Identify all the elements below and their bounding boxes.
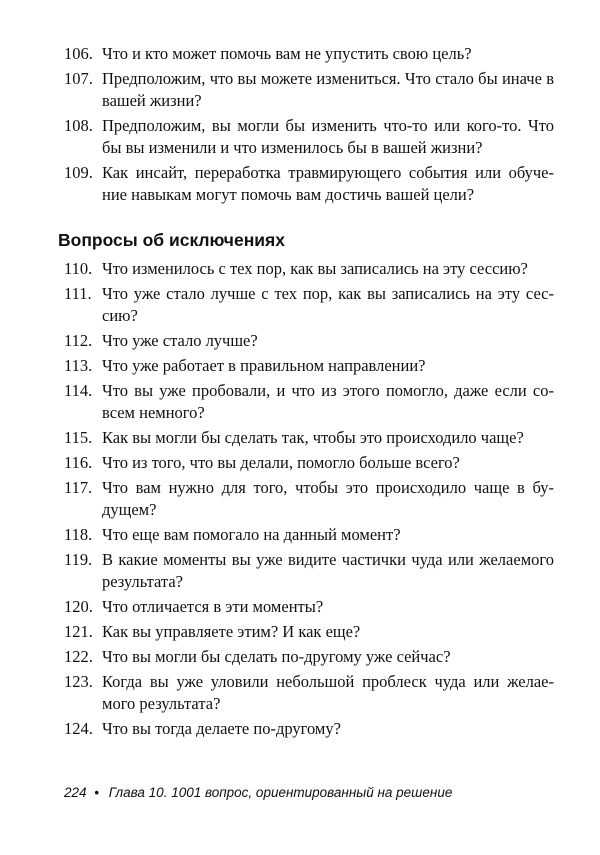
question-text: Как инсайт, переработка травмирующего события или обуче-ние навыкам могут помочь вам достичь вашей цели?	[102, 163, 554, 204]
question-item	[64, 646, 554, 668]
question-number: 111.	[64, 284, 92, 303]
question-number: 106.	[64, 44, 93, 63]
question-number: 121.	[64, 622, 93, 641]
question-text: Что изменилось с тех пор, как вы записались на эту сессию?	[102, 259, 528, 278]
question-item	[64, 549, 554, 593]
question-item	[64, 43, 554, 65]
question-text: Что вы уже пробовали, и что из этого помогло, даже если со-всем немного?	[102, 381, 554, 422]
question-item	[64, 524, 554, 546]
question-number: 107.	[64, 69, 93, 88]
question-item	[64, 330, 554, 352]
question-item	[64, 68, 554, 112]
question-number: 116.	[64, 453, 93, 472]
question-text: Предположим, что вы можете измениться. Что стало бы иначе в вашей жизни?	[102, 69, 554, 110]
question-item	[64, 427, 554, 449]
question-number: 120.	[64, 597, 93, 616]
question-text: В какие моменты вы уже видите частички чуда или желаемого результата?	[102, 550, 554, 591]
question-number: 118.	[64, 525, 93, 544]
question-text: Что и кто может помочь вам не упустить свою цель?	[102, 44, 472, 63]
question-text: Что вы тогда делаете по-другому?	[102, 719, 341, 738]
question-number: 117.	[64, 478, 93, 497]
question-text: Что из того, что вы делали, помогло больше всего?	[102, 453, 460, 472]
question-item	[64, 162, 554, 206]
question-text: Когда вы уже уловили небольшой проблеск чуда или желае-мого результата?	[102, 672, 554, 713]
question-item	[64, 258, 554, 280]
question-text: Что вы могли бы сделать по-другому уже сейчас?	[102, 647, 451, 666]
question-text: Что уже стало лучше?	[102, 331, 258, 350]
chapter-title: Глава 10. 1001 вопрос, ориентированный на решение	[108, 785, 453, 800]
question-item	[64, 477, 554, 521]
question-item	[64, 380, 554, 424]
question-text: Что отличается в эти моменты?	[102, 597, 324, 616]
question-list-top	[64, 43, 554, 209]
question-text: Что уже стало лучше с тех пор, как вы записались на эту сес-сию?	[102, 284, 554, 325]
question-item	[64, 452, 554, 474]
question-number: 114.	[64, 381, 93, 400]
question-number: 115.	[64, 428, 93, 447]
question-item	[64, 596, 554, 618]
question-number: 122.	[64, 647, 93, 666]
question-item	[64, 355, 554, 377]
question-number: 108.	[64, 116, 93, 135]
question-item	[64, 621, 554, 643]
question-text: Как вы управляете этим? И как еще?	[102, 622, 361, 641]
running-footer	[64, 784, 452, 802]
question-text: Что еще вам помогало на данный момент?	[102, 525, 401, 544]
question-item	[64, 115, 554, 159]
question-number: 123.	[64, 672, 93, 691]
question-text: Как вы могли бы сделать так, чтобы это происходило чаще?	[102, 428, 524, 447]
question-text: Предположим, вы могли бы изменить что-то или кого-то. Что бы вы изменили и что изменилось бы в вашей жизни?	[102, 116, 554, 157]
question-text: Что вам нужно для того, чтобы это происходило чаще в бу-дущем?	[102, 478, 554, 519]
question-number: 110.	[64, 259, 93, 278]
question-text: Что уже работает в правильном направлении?	[102, 356, 426, 375]
question-number: 109.	[64, 163, 93, 182]
question-item	[64, 283, 554, 327]
question-number: 112.	[64, 331, 93, 350]
question-list-exceptions	[64, 258, 554, 743]
question-number: 119.	[64, 550, 93, 569]
question-number: 124.	[64, 719, 93, 738]
section-heading: Вопросы об исключениях	[58, 230, 285, 250]
question-item	[64, 671, 554, 715]
question-item	[64, 718, 554, 740]
question-number: 113.	[64, 356, 93, 375]
footer-separator: •	[94, 785, 100, 800]
page-number: 224	[64, 785, 87, 800]
